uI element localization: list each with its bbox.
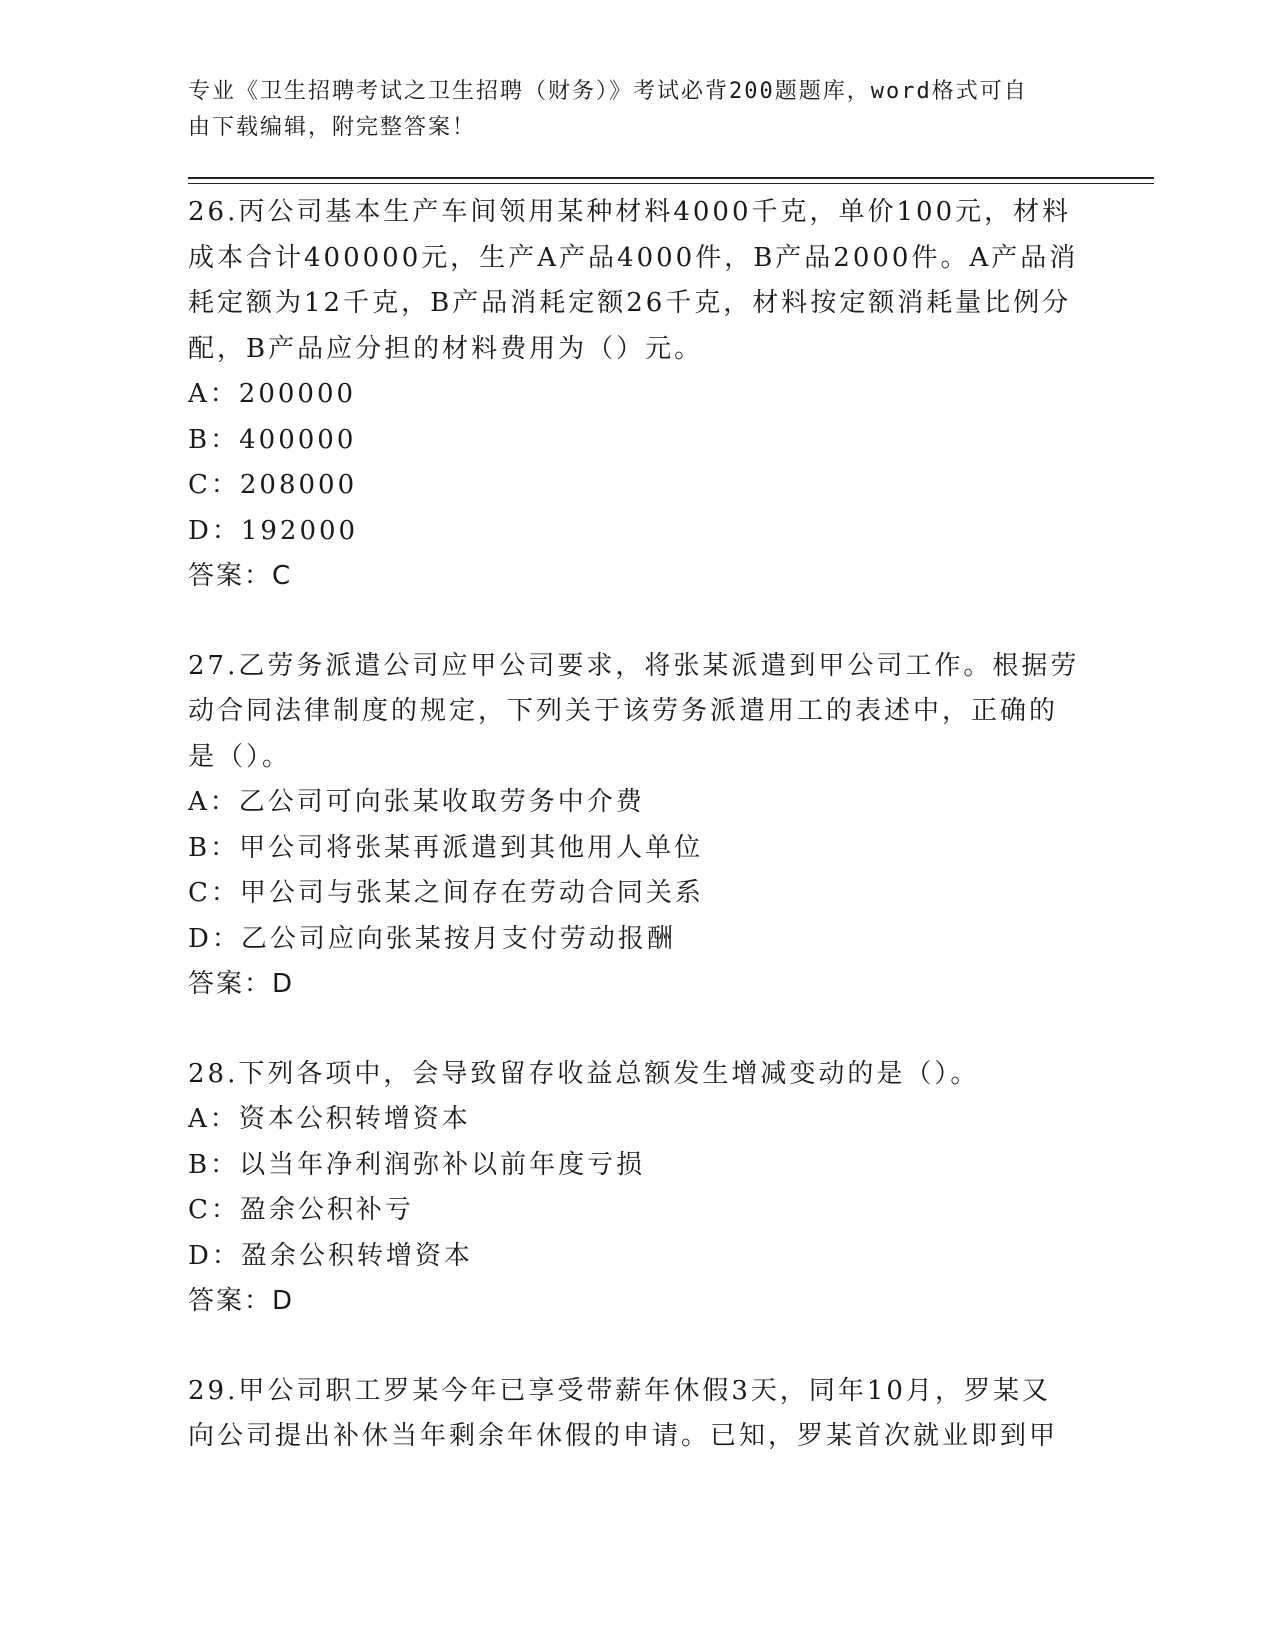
option-c: C：208000 [188,470,358,500]
question-28 [188,1052,1088,1325]
question-stem-line: 26.丙公司基本生产车间领用某种材料4000千克，单价100元，材料 [188,197,1072,227]
question-stem-line: 耗定额为12千克，B产品消耗定额26千克，材料按定额消耗量比例分 [188,288,1072,318]
header-line-2: 由下载编辑，附完整答案！ [188,115,477,140]
question-27 [188,644,1088,1008]
question-stem-line: 27.乙劳务派遣公司应甲公司要求，将张某派遣到甲公司工作。根据劳 [188,650,1080,681]
option-d: D：192000 [188,515,359,546]
option-c: C：盈余公积补亏 [188,1195,414,1225]
option-d: D：盈余公积转增资本 [188,1240,473,1271]
option-c: C：甲公司与张某之间存在劳动合同关系 [188,878,704,908]
question-26 [188,190,1088,600]
question-stem-line: 动合同法律制度的规定，下列关于该劳务派遣用工的表述中，正确的 [188,696,1059,726]
question-list [188,190,1088,1504]
option-a: A：200000 [188,379,357,409]
option-b: B：甲公司将张某再派遣到其他用人单位 [188,832,704,863]
question-stem-line: 向公司提出补休当年剩余年休假的申请。已知，罗某首次就业即到甲 [188,1421,1059,1451]
question-stem-line: 成本合计400000元，生产A产品4000件，B产品2000件。A产品消 [188,242,1079,273]
option-a: A：资本公积转增资本 [188,1104,471,1134]
document-header [188,74,1068,146]
header-line-1: 专业《卫生招聘考试之卫生招聘（财务）》考试必背200题题库，word格式可自 [188,79,1028,104]
option-a: A：乙公司可向张某收取劳务中介费 [188,787,645,817]
header-divider-thin [188,183,1154,184]
question-stem-line: 是（）。 [188,741,292,772]
question-stem-line: 29.甲公司职工罗某今年已享受带薪年休假3天，同年10月，罗某又 [188,1375,1051,1406]
question-stem-line: 28.下列各项中，会导致留存收益总额发生增减变动的是（）。 [188,1058,980,1089]
question-29 [188,1369,1088,1460]
option-b: B：400000 [188,424,357,455]
option-b: B：以当年净利润弥补以前年度亏损 [188,1149,646,1180]
answer-key: 答案：D [188,969,295,999]
answer-key: 答案：D [188,1286,295,1316]
option-d: D：乙公司应向张某按月支付劳动报酬 [188,923,676,954]
question-stem-line: 配，B产品应分担的材料费用为（）元。 [188,333,704,364]
header-divider-thick [188,177,1154,179]
answer-key: 答案：C [188,561,293,591]
